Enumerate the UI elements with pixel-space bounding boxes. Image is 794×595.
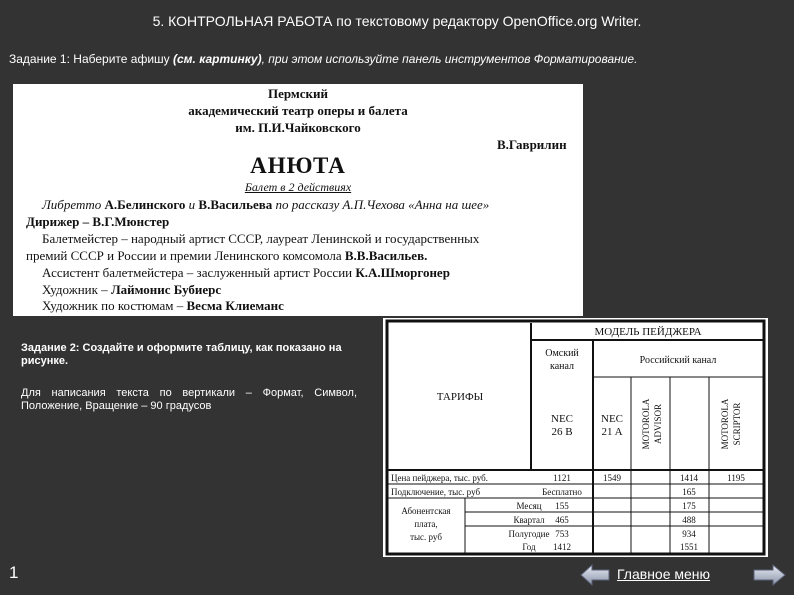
- tbl-nec21-2: 21 A: [601, 426, 623, 438]
- tbl-quarter: Квартал: [513, 515, 545, 525]
- poster-title: АНЮТА: [250, 153, 346, 178]
- tbl-connect-1: Бесплатно: [542, 487, 582, 497]
- tbl-connect-2: 165: [682, 487, 696, 497]
- tbl-row-connect: Подключение, тыс. руб: [391, 487, 481, 497]
- task1-label: Задание 1:: [9, 52, 70, 66]
- arrow-left-icon: [580, 564, 610, 586]
- task1-text: [9, 52, 637, 66]
- tbl-russian: Российский канал: [639, 355, 717, 366]
- tbl-year: Год: [522, 542, 536, 552]
- tbl-tariffs: ТАРИФЫ: [436, 391, 484, 403]
- poster-line3: им. П.И.Чайковского: [235, 120, 361, 135]
- tbl-month-2: 175: [682, 501, 696, 511]
- tbl-nec26-1: NEC: [551, 413, 573, 425]
- tbl-model-header: МОДЕЛЬ ПЕЙДЖЕРА: [594, 326, 702, 338]
- task2-heading: Задание 2: Создайте и оформите таблицу, как показано на рисунке.: [21, 342, 342, 367]
- task1-bold-italic: (см. картинку): [173, 52, 262, 66]
- tbl-price-4: 1195: [727, 473, 745, 483]
- poster-conductor: Дирижер – В.Г.Мюнстер: [26, 214, 170, 229]
- tbl-moto-scriptor-2: SCRIPTOR: [732, 402, 742, 446]
- tbl-omsk-1: Омский: [545, 348, 579, 359]
- poster-line2: академический театр оперы и балета: [188, 103, 408, 118]
- tbl-price-3: 1414: [680, 473, 698, 483]
- tbl-price-1: 1121: [553, 473, 571, 483]
- tbl-moto-advisor-1: MOTOROLA: [641, 398, 651, 450]
- tbl-quarter-1: 465: [555, 515, 569, 525]
- tbl-abon-2: плата,: [414, 519, 438, 529]
- poster-image: [13, 84, 583, 316]
- page-number: 1: [9, 563, 19, 582]
- task1-plain: Наберите афишу: [69, 52, 173, 66]
- task1-italic: , при этом используйте панель инструментов Форматирование.: [261, 52, 638, 66]
- poster-ballet2: премий СССР и России и премии Ленинского комсомола В.В.Васильев.: [26, 248, 428, 263]
- slide-title: 5. КОНТРОЛЬНАЯ РАБОТА по текстовому редактору OpenOffice.org Writer.: [152, 13, 642, 29]
- tbl-nec26-2: 26 B: [551, 426, 573, 438]
- tbl-half-2: 934: [682, 529, 696, 539]
- tbl-omsk-2: канал: [549, 361, 575, 372]
- tbl-moto-advisor-2: ADVISOR: [653, 403, 663, 445]
- tbl-row-price: Цена пейджера, тыс. руб.: [391, 473, 488, 483]
- task2-block: [21, 342, 357, 413]
- tbl-price-2: 1549: [603, 473, 621, 483]
- main-menu-link[interactable]: Главное меню: [617, 566, 711, 582]
- poster-libretto: Либретто А.Белинского и В.Васильева по рассказу А.П.Чехова «Анна на шее»: [42, 197, 490, 212]
- tbl-half: Полугодие: [508, 529, 550, 539]
- forward-arrow-button[interactable]: [753, 564, 786, 586]
- arrow-right-icon: [753, 564, 786, 586]
- poster-subtitle: Балет в 2 действиях: [244, 180, 352, 194]
- back-arrow-button[interactable]: [580, 564, 610, 586]
- tbl-half-1: 753: [555, 529, 569, 539]
- task2-note: Для написания текста по вертикали – Формат, Символ, Положение, Вращение – 90 градусов: [21, 387, 357, 412]
- poster-assistant: Ассистент балетмейстера – заслуженный артист России К.А.Шморгонер: [42, 265, 450, 280]
- tbl-month-1: 155: [555, 501, 569, 511]
- tbl-nec21-1: NEC: [601, 413, 623, 425]
- tbl-abon-1: Абонентская: [401, 506, 451, 516]
- tbl-year-1: 1412: [553, 542, 571, 552]
- poster-costume: Художник по костюмам – Весма Клиеманс: [42, 298, 284, 313]
- poster-ballet1: Балетмейстер – народный артист СССР, лауреат Ленинской и государственных: [42, 231, 480, 246]
- poster-line1: Пермский: [267, 86, 328, 101]
- table-image: [383, 318, 768, 557]
- tbl-abon-3: тыс. руб: [410, 532, 442, 542]
- tbl-month: Месяц: [516, 501, 542, 511]
- tbl-moto-scriptor-1: MOTOROLA: [720, 398, 730, 450]
- tbl-quarter-2: 488: [682, 515, 696, 525]
- poster-author: В.Гаврилин: [497, 137, 567, 152]
- poster-artist: Художник – Лаймонис Бубиерс: [42, 282, 222, 297]
- tbl-year-2: 1551: [680, 542, 698, 552]
